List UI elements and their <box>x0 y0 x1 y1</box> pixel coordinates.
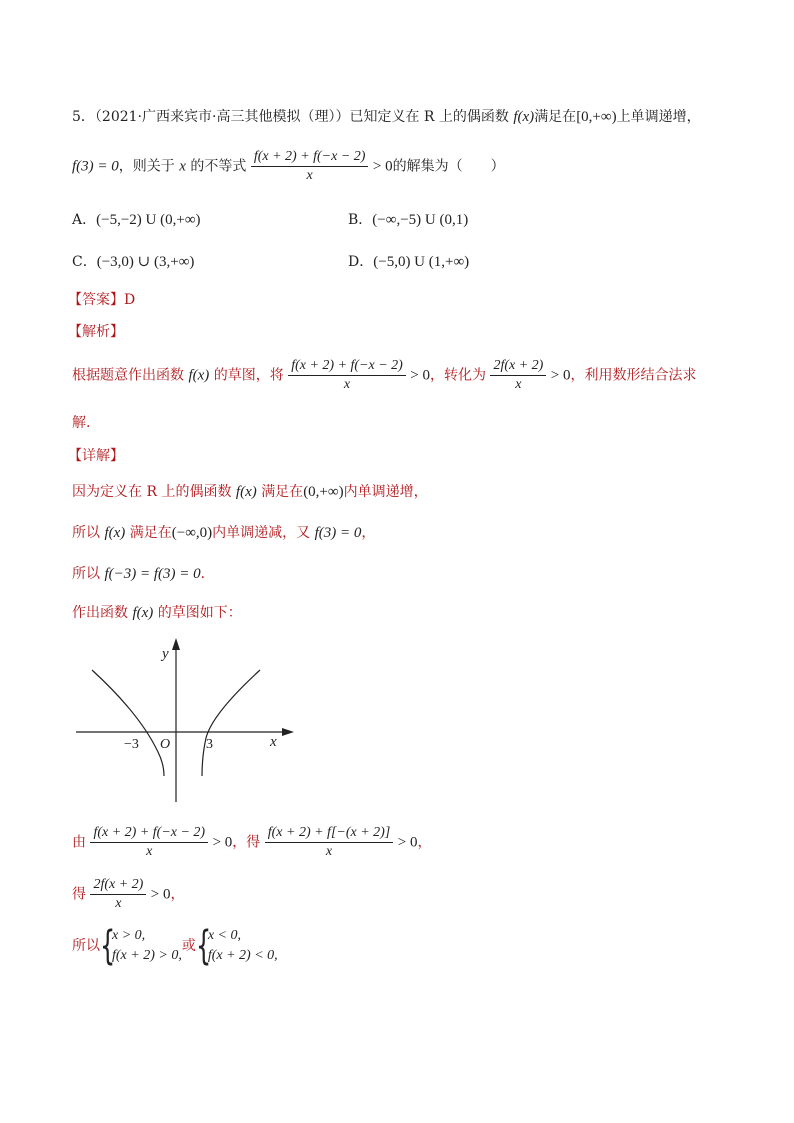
detail-fraction-3 <box>90 876 146 913</box>
function-sketch <box>70 634 310 804</box>
fraction-denominator: x <box>146 844 153 859</box>
math-interval: [0,+∞) <box>576 109 617 125</box>
answer-value: D <box>124 292 136 308</box>
fraction-numerator: 2f(x + 2) <box>90 876 146 895</box>
detail-text: ． <box>200 566 215 582</box>
fraction-denominator: x <box>343 377 351 392</box>
detail-text: 作出函数 <box>72 605 128 621</box>
problem-text: 的不等式 <box>190 158 247 175</box>
system-row: f(x + 2) < 0, <box>207 948 278 963</box>
detail-text: 所以 <box>72 938 100 954</box>
analysis-text: ，利用数形结合法求 <box>570 367 697 384</box>
math-interval: (−∞,0) <box>171 525 213 541</box>
y-axis-arrow <box>172 638 180 650</box>
detail-line-2 <box>72 522 375 542</box>
math-gt0: > 0 <box>397 834 418 851</box>
detail-text: 得 <box>72 886 86 903</box>
math-fx: f(x) <box>104 525 126 541</box>
option-value: (−5,0) U (1,+∞) <box>373 254 470 270</box>
problem-text: 的解集为（ ） <box>392 158 505 175</box>
detail-text: 内单调递增， <box>343 484 428 500</box>
brace-icon: { <box>195 923 212 969</box>
x-axis-arrow <box>282 728 294 736</box>
origin-label: O <box>160 737 171 752</box>
analysis-fraction-1 <box>288 357 406 394</box>
analysis-line-2: 解. <box>72 415 91 431</box>
y-axis-label: y <box>162 646 169 662</box>
problem-line-2 <box>72 148 505 185</box>
detail-line-3 <box>72 563 215 583</box>
left-branch-curve <box>92 670 164 776</box>
detail-text: 因为定义在 R 上的偶函数 <box>72 484 232 500</box>
system-2 <box>195 923 278 969</box>
analysis-heading: 【解析】 <box>68 324 124 340</box>
fraction-denominator: x <box>306 168 313 183</box>
problem-text: 上单调递增， <box>616 109 701 125</box>
math-interval: (0,+∞) <box>303 484 344 500</box>
pos-root-label: 3 <box>206 737 213 752</box>
option-c <box>72 251 194 271</box>
answer-heading: 【答案】 <box>68 292 124 308</box>
problem-text: 满足在 <box>534 109 577 125</box>
analysis-text: ，转化为 <box>430 367 487 384</box>
analysis-text: 的草图，将 <box>213 367 284 384</box>
option-label: C． <box>72 254 97 270</box>
detail-line-1 <box>72 481 428 501</box>
math-fx: f(x) <box>513 109 535 125</box>
detail-text: 满足在 <box>129 525 172 541</box>
detail-text: ， <box>170 886 185 903</box>
detail-text: 由 <box>72 834 86 851</box>
option-label: D． <box>348 254 374 270</box>
detail-text: ，得 <box>232 834 261 851</box>
math-gt0: > 0 <box>150 886 171 903</box>
detail-line-4 <box>72 602 242 622</box>
option-label: A． <box>72 212 97 228</box>
math-fx: f(x) <box>235 484 257 500</box>
neg-root-label: −3 <box>124 737 139 752</box>
fraction-numerator: f(x + 2) + f[−(x + 2)] <box>265 824 394 843</box>
math-f3: f(3) = 0 <box>72 158 119 175</box>
analysis-fraction-2 <box>490 357 546 394</box>
system-1 <box>100 923 182 969</box>
problem-line-1 <box>72 106 701 126</box>
detail-fraction-2 <box>265 824 394 861</box>
brace-icon: { <box>100 923 116 969</box>
problem-number: 5． <box>72 109 95 125</box>
math-gt0: > 0 <box>212 834 233 851</box>
option-value: (−5,−2) U (0,+∞) <box>96 212 201 228</box>
detail-text: ， <box>361 525 376 541</box>
fraction-denominator: x <box>325 844 333 859</box>
detail-text: 所以 <box>72 566 100 582</box>
option-value: (−∞,−5) U (0,1) <box>372 212 469 228</box>
inequality-fraction <box>251 148 369 185</box>
detail-fraction-1 <box>90 824 208 861</box>
analysis-text: 根据题意作出函数 <box>72 367 184 384</box>
math-equation: f(−3) = f(3) = 0 <box>104 566 201 582</box>
math-gt0: > 0 <box>372 158 393 175</box>
option-label: B． <box>348 212 373 228</box>
fraction-denominator: x <box>515 377 522 392</box>
problem-text: 已知定义在 R 上的偶函数 <box>349 109 509 125</box>
fraction-numerator: f(x + 2) + f(−x − 2) <box>251 148 369 167</box>
system-row: x > 0, <box>112 928 146 943</box>
option-a <box>72 209 201 229</box>
detail-text: 的草图如下： <box>157 605 242 621</box>
problem-source: （2021·广西来宾市·高三其他模拟（理）） <box>94 109 350 125</box>
x-axis-label: x <box>270 734 277 750</box>
math-f3: f(3) = 0 <box>314 525 362 541</box>
detail-text: 或 <box>181 938 196 954</box>
system-row: x < 0, <box>207 928 241 943</box>
option-d <box>348 251 469 271</box>
system-row: f(x + 2) > 0, <box>112 948 182 963</box>
answer-line <box>68 289 135 309</box>
fraction-denominator: x <box>115 896 122 911</box>
detail-text: ， <box>417 834 432 851</box>
math-fx: f(x) <box>132 605 154 621</box>
fraction-numerator: f(x + 2) + f(−x − 2) <box>288 357 406 376</box>
fraction-numerator: f(x + 2) + f(−x − 2) <box>90 824 208 843</box>
analysis-line-1 <box>72 357 697 394</box>
detail-line-6 <box>72 876 185 913</box>
math-fx: f(x) <box>188 367 210 384</box>
detail-text: 满足在 <box>261 484 304 500</box>
detail-text: 内单调递减，又 <box>212 525 311 541</box>
math-x: x <box>179 158 186 175</box>
detail-text: 所以 <box>72 525 100 541</box>
math-gt0: > 0 <box>410 367 431 384</box>
detail-line-5 <box>72 824 431 861</box>
fraction-numerator: 2f(x + 2) <box>490 357 546 376</box>
problem-text: ，则关于 <box>118 158 175 175</box>
right-branch-curve <box>202 670 260 776</box>
detail-heading: 【详解】 <box>68 448 124 464</box>
detail-line-7 <box>72 923 278 969</box>
math-gt0: > 0 <box>550 367 571 384</box>
option-value: (−3,0) ∪ (3,+∞) <box>96 254 195 270</box>
option-b <box>348 209 468 229</box>
